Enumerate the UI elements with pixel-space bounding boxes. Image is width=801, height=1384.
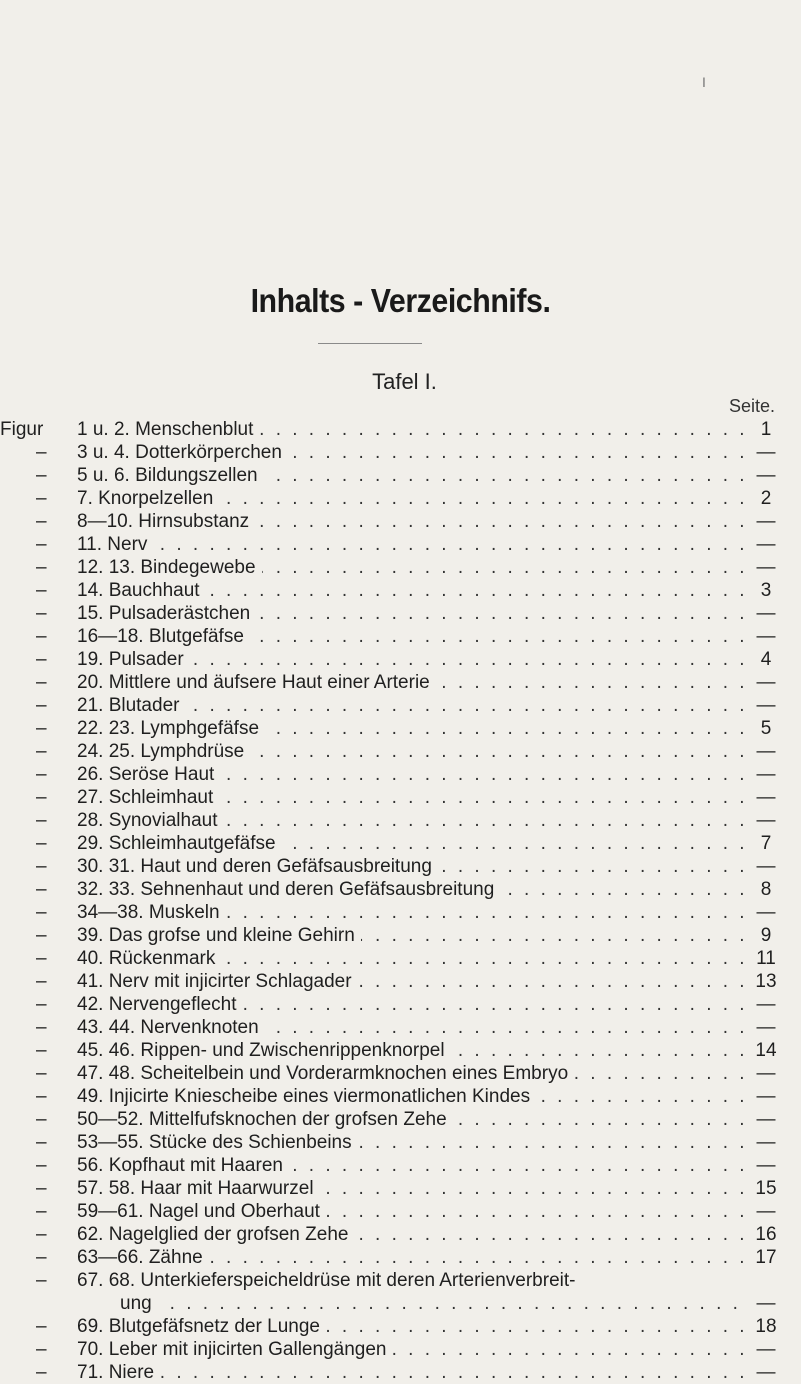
toc-entry <box>0 1338 801 1361</box>
toc-entry <box>0 1039 801 1062</box>
toc-entry <box>0 740 801 763</box>
toc-entry-label <box>77 510 747 533</box>
toc-entry-text: 8—10. Hirnsubstanz <box>77 511 255 532</box>
toc-entry <box>0 1269 801 1292</box>
ditto-dash: – <box>36 534 47 555</box>
toc-entry-text: 26. Seröse Haut <box>77 764 220 785</box>
toc-entry-text: 7. Knorpelzellen <box>77 488 219 509</box>
toc-entry-label <box>77 1269 747 1292</box>
toc-entry-label <box>77 1016 747 1039</box>
toc-entry-text: 70. Leber mit injicirten Gallengängen <box>77 1339 392 1360</box>
toc-entry <box>0 786 801 809</box>
ditto-dash: – <box>36 971 47 992</box>
toc-entry-label <box>77 1223 747 1246</box>
toc-entry-page: 2 <box>760 488 772 509</box>
ditto-dash: – <box>36 948 47 969</box>
toc-entry <box>0 878 801 901</box>
ditto-dash: – <box>36 1132 47 1153</box>
toc-entry-page: — <box>756 741 776 762</box>
toc-entry <box>0 1016 801 1039</box>
page-column-header: Seite. <box>728 396 775 416</box>
toc-entry-label <box>77 993 747 1016</box>
page-number: I <box>702 74 706 90</box>
toc-entry-page: 7 <box>760 833 772 854</box>
toc-entry-text: 39. Das grofse und kleine Gehirn <box>77 925 361 946</box>
toc-entry <box>0 1177 801 1200</box>
toc-entry <box>0 1154 801 1177</box>
toc-entry-page: 15 <box>755 1178 777 1199</box>
toc-entry <box>0 763 801 786</box>
toc-entry-page: — <box>756 1109 776 1130</box>
toc-entry-label <box>77 947 747 970</box>
toc-entry-page: — <box>756 1362 776 1383</box>
toc-entry-label <box>77 418 747 441</box>
ditto-dash: – <box>36 511 47 532</box>
toc-entry-page: — <box>756 1017 776 1038</box>
toc-entry <box>0 970 801 993</box>
toc-entry-text: 50—52. Mittelfufsknochen der grofsen Zehe <box>77 1109 453 1130</box>
toc-entry-page: — <box>756 1086 776 1107</box>
ditto-dash: – <box>36 626 47 647</box>
toc-entry-label <box>77 441 747 464</box>
toc-entry <box>0 556 801 579</box>
toc-entry-page: 18 <box>755 1316 777 1337</box>
toc-entry <box>0 579 801 602</box>
toc-entry <box>0 648 801 671</box>
ditto-dash: – <box>36 442 47 463</box>
toc-entry-text: 27. Schleimhaut <box>77 787 219 808</box>
ditto-dash: – <box>36 1224 47 1245</box>
toc-entry <box>0 1108 801 1131</box>
toc-entry-text: 29. Schleimhautgefäfse <box>77 833 282 854</box>
toc-entry-page: — <box>756 856 776 877</box>
toc-entry-label <box>77 717 747 740</box>
toc-entry <box>0 694 801 717</box>
toc-entry <box>0 947 801 970</box>
ditto-dash: – <box>36 695 47 716</box>
toc-entry-text: 45. 46. Rippen- und Zwischenrippenknorpel <box>77 1040 451 1061</box>
toc-entry-label <box>77 1062 747 1085</box>
toc-entry-label <box>77 970 747 993</box>
ditto-dash: – <box>36 1178 47 1199</box>
toc-entry-text: 62. Nagelglied der grofsen Zehe <box>77 1224 354 1245</box>
ditto-dash: – <box>36 856 47 877</box>
ditto-dash: – <box>36 1040 47 1061</box>
toc-entry-text: 1 u. 2. Menschenblut <box>77 419 259 440</box>
toc-entry-text: 34—38. Muskeln <box>77 902 226 923</box>
ditto-dash: – <box>36 603 47 624</box>
toc-entry-label <box>77 809 747 832</box>
toc-entry-text: 11. Nerv <box>77 534 153 555</box>
toc-entry-page: — <box>756 465 776 486</box>
toc-entry-label <box>77 924 747 947</box>
ditto-dash: – <box>36 718 47 739</box>
toc-entry-label <box>77 1338 747 1361</box>
toc-entry-label <box>77 832 747 855</box>
toc-entry-label <box>77 740 747 763</box>
toc-entry-label <box>77 579 747 602</box>
toc-entry-label <box>77 901 747 924</box>
toc-entry-text: ung <box>120 1293 158 1314</box>
toc-entry <box>0 1361 801 1384</box>
toc-entry-label <box>77 464 747 487</box>
toc-entry-text: 28. Synovialhaut <box>77 810 224 831</box>
toc-entry-text: 30. 31. Haut und deren Gefäfsausbreitung <box>77 856 438 877</box>
ditto-dash: – <box>36 925 47 946</box>
plate-title: Tafel I. <box>372 369 437 394</box>
toc-entry <box>0 1223 801 1246</box>
toc-entry <box>0 924 801 947</box>
toc-entry-page: — <box>756 603 776 624</box>
figur-label: Figur <box>0 419 44 440</box>
toc-entry-page: 14 <box>755 1040 777 1061</box>
toc-entry-text: 24. 25. Lymphdrüse <box>77 741 250 762</box>
toc-entry-page: — <box>756 672 776 693</box>
toc-entry-text: 67. 68. Unterkieferspeicheldrüse mit deren Arterienverbreit- <box>77 1270 581 1291</box>
toc-entry-label <box>77 763 747 786</box>
toc-entry-page: — <box>756 787 776 808</box>
toc-entry-text: 15. Pulsaderästchen <box>77 603 256 624</box>
toc-entry <box>0 809 801 832</box>
toc-entry-text: 12. 13. Bindegewebe <box>77 557 262 578</box>
toc-entry-page: — <box>756 695 776 716</box>
ditto-dash: – <box>36 1201 47 1222</box>
toc-entry-text: 71. Niere <box>77 1362 160 1383</box>
toc-entry-text: 22. 23. Lymphgefäfse <box>77 718 265 739</box>
ditto-dash: – <box>36 787 47 808</box>
toc-entry-page: — <box>756 626 776 647</box>
toc-entry-page: 1 <box>760 419 772 440</box>
toc-entry <box>0 625 801 648</box>
toc-entry <box>0 1200 801 1223</box>
toc-entry <box>0 1315 801 1338</box>
toc-entry <box>0 717 801 740</box>
toc-entry-text: 14. Bauchhaut <box>77 580 206 601</box>
toc-entry-text: 56. Kopfhaut mit Haaren <box>77 1155 289 1176</box>
toc-entry-text: 59—61. Nagel und Oberhaut <box>77 1201 326 1222</box>
title-divider <box>318 343 422 344</box>
toc-entry <box>0 832 801 855</box>
toc-entry <box>0 510 801 533</box>
toc-entry-page: — <box>756 442 776 463</box>
toc-entry <box>0 1085 801 1108</box>
ditto-dash: – <box>36 580 47 601</box>
toc-entry <box>0 855 801 878</box>
toc-entry-label <box>77 1085 747 1108</box>
ditto-dash: – <box>36 1017 47 1038</box>
toc-entry-page: 13 <box>755 971 777 992</box>
ditto-dash: – <box>36 465 47 486</box>
toc-entry-label <box>77 625 747 648</box>
toc-entry <box>0 671 801 694</box>
toc-entry-page: 9 <box>760 925 772 946</box>
toc-entry-label <box>77 533 747 556</box>
toc-entry-label <box>77 602 747 625</box>
toc-entry-text: 20. Mittlere und äufsere Haut einer Arterie <box>77 672 436 693</box>
toc-entry-page: 5 <box>760 718 772 739</box>
toc-entry-label <box>77 1108 747 1131</box>
ditto-dash: – <box>36 833 47 854</box>
toc-entry-page: — <box>756 511 776 532</box>
toc-entry <box>0 901 801 924</box>
toc-entry-page: — <box>756 1201 776 1222</box>
toc-entry <box>0 993 801 1016</box>
toc-entry-text: 3 u. 4. Dotterkörperchen <box>77 442 288 463</box>
toc-entry-label <box>77 786 747 809</box>
toc-entry-page: — <box>756 1063 776 1084</box>
toc-entry-text: 57. 58. Haar mit Haarwurzel <box>77 1178 320 1199</box>
toc-entry-label <box>77 855 747 878</box>
toc-entry-text: 69. Blutgefäfsnetz der Lunge <box>77 1316 326 1337</box>
ditto-dash: – <box>36 994 47 1015</box>
toc-entry-text: 47. 48. Scheitelbein und Vorderarmknochen eines Embryo <box>77 1063 574 1084</box>
toc-entry-page: 8 <box>760 879 772 900</box>
toc-entry-label <box>77 1200 747 1223</box>
ditto-dash: – <box>36 1109 47 1130</box>
toc-entry-label <box>77 1246 747 1269</box>
toc-entry-page: — <box>756 810 776 831</box>
toc-entry-label <box>77 556 747 579</box>
toc-entry-text: 49. Injicirte Kniescheibe eines viermonatlichen Kindes <box>77 1086 536 1107</box>
toc-entry-text: 53—55. Stücke des Schienbeins <box>77 1132 358 1153</box>
toc-entry <box>0 533 801 556</box>
toc-entry-page: 11 <box>756 948 776 969</box>
ditto-dash: – <box>36 1362 47 1383</box>
toc-entry <box>0 418 801 441</box>
toc-entry-label <box>77 1315 747 1338</box>
table-of-contents <box>0 418 801 1384</box>
toc-entry-label <box>77 1154 747 1177</box>
toc-entry-label <box>77 671 747 694</box>
ditto-dash: – <box>36 764 47 785</box>
toc-entry-page: 16 <box>755 1224 777 1245</box>
toc-entry-text: 40. Rückenmark <box>77 948 221 969</box>
toc-entry-page: 3 <box>760 580 772 601</box>
toc-entry-page: — <box>756 1339 776 1360</box>
ditto-dash: – <box>36 557 47 578</box>
toc-entry-text: 63—66. Zähne <box>77 1247 209 1268</box>
ditto-dash: – <box>36 902 47 923</box>
toc-entry-page: — <box>756 1132 776 1153</box>
toc-entry-page: 17 <box>755 1247 777 1268</box>
ditto-dash: – <box>36 672 47 693</box>
toc-entry-page: — <box>756 1155 776 1176</box>
toc-entry-label <box>77 1177 747 1200</box>
toc-entry <box>0 602 801 625</box>
toc-entry-label <box>120 1292 747 1315</box>
toc-entry-text: 43. 44. Nervenknoten <box>77 1017 265 1038</box>
ditto-dash: – <box>36 488 47 509</box>
ditto-dash: – <box>36 741 47 762</box>
toc-entry-label <box>77 1131 747 1154</box>
toc-entry-text: 19. Pulsader <box>77 649 190 670</box>
toc-entry-text: 16—18. Blutgefäfse <box>77 626 250 647</box>
toc-entry-text: 41. Nerv mit injicirter Schlagader <box>77 971 358 992</box>
toc-entry-page: 4 <box>760 649 772 670</box>
toc-entry <box>0 441 801 464</box>
toc-entry-label <box>77 1039 747 1062</box>
toc-entry-page: — <box>756 764 776 785</box>
page-title: Inhalts - Verzeichnifs. <box>250 282 551 319</box>
toc-entry-label <box>77 487 747 510</box>
toc-entry <box>0 1062 801 1085</box>
ditto-dash: – <box>36 1316 47 1337</box>
ditto-dash: – <box>36 1086 47 1107</box>
ditto-dash: – <box>36 1247 47 1268</box>
toc-entry <box>0 487 801 510</box>
toc-entry-text: 21. Blutader <box>77 695 185 716</box>
toc-entry-label <box>77 878 747 901</box>
ditto-dash: – <box>36 649 47 670</box>
toc-entry-label <box>77 1361 747 1384</box>
toc-entry-text: 32. 33. Sehnenhaut und deren Gefäfsausbreitung <box>77 879 500 900</box>
toc-entry-text: 42. Nervengeflecht <box>77 994 243 1015</box>
ditto-dash: – <box>36 1155 47 1176</box>
toc-entry-page: — <box>756 994 776 1015</box>
toc-entry-label <box>77 694 747 717</box>
ditto-dash: – <box>36 1063 47 1084</box>
toc-entry-page: — <box>756 534 776 555</box>
toc-entry-text: 5 u. 6. Bildungszellen <box>77 465 264 486</box>
ditto-dash: – <box>36 810 47 831</box>
toc-entry <box>0 1292 801 1315</box>
ditto-dash: – <box>36 1339 47 1360</box>
toc-entry-page: — <box>756 557 776 578</box>
toc-entry-page: — <box>756 902 776 923</box>
toc-entry <box>0 1246 801 1269</box>
ditto-dash: – <box>36 1270 47 1291</box>
toc-entry <box>0 464 801 487</box>
toc-entry-page: — <box>756 1293 776 1314</box>
toc-entry <box>0 1131 801 1154</box>
ditto-dash: – <box>36 879 47 900</box>
toc-entry-label <box>77 648 747 671</box>
